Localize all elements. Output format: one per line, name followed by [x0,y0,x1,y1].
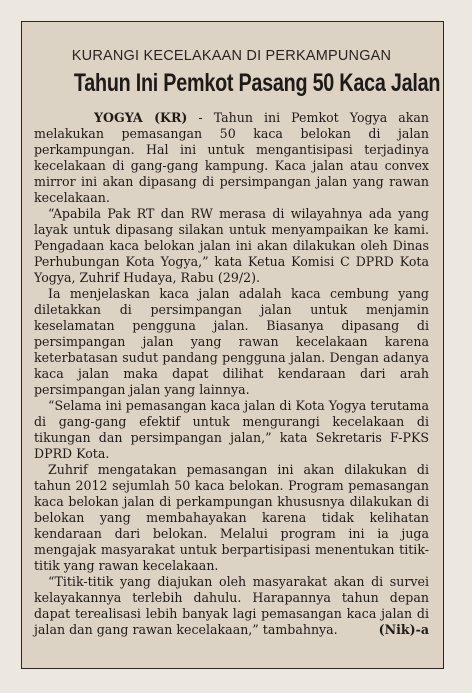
dateline: YOGYA (KR) [94,110,188,125]
paragraph-4: “Selama ini pemasangan kaca jalan di Kota Yogya terutama di gang-gang efektif untuk mengurangi kecelakaan di tikungan dan persimpangan jalan,” kata Sekretaris F-PKS DPRD Kota. [34,398,429,461]
newspaper-clipping [21,21,444,669]
paragraph-1-text: - Tahun ini Pemkot Yogya akan melakukan pemasangan 50 kaca belokan di jalan perkampungan. Hal ini untuk mengantisipasi terjadinya kecelakaan di gang-gang kampung. Kaca jalan atau convex mirror ini akan dipasang di persimpangan jalan yang rawan kecelakaan. [34,110,429,205]
paragraph-5: Zuhrif mengatakan pemasangan ini akan dilakukan di tahun 2012 sejumlah 50 kaca belokan. Program pemasangan kaca belokan jalan di perkampungan khususnya dilakukan di belokan yang membahayakan karena tidak kelihatan kendaraan dari belokan. Melalui program ini ia juga mengajak masyarakat untuk berpartisipasi menentukan titik-titik yang rawan kecelakaan. [34,462,429,573]
byline: (Nik)-a [378,622,429,637]
paragraph-2: “Apabila Pak RT dan RW merasa di wilayahnya ada yang layak untuk dipasang silakan untuk menyampaikan ke kami. Pengadaan kaca belokan jalan ini akan dilakukan oleh Dinas Perhubungan Kota Yogya,” kata Ketua Komisi C DPRD Kota Yogya, Zuhrif Hudaya, Rabu (29/2). [34,206,429,285]
article-body [34,110,429,638]
paragraph-6 [34,574,429,638]
paragraph-6-text: “Titik-titik yang diajukan oleh masyarakat akan di survei kelayakannya terlebih dahulu. Harapannya tahun depan dapat terealisasi lebih banyak lagi pemasangan kaca jalan di jalan dan gang rawan kecelakaan,” tambahnya. [34,574,429,637]
paragraph-3: Ia menjelaskan kaca jalan adalah kaca cembung yang diletakkan di persimpangan jalan untuk menjamin keselamatan pengguna jalan. Biasanya dipasang di persimpangan jalan yang rawan kecelakaan karena keterbatasan sudut pandang pengguna jalan. Dengan adanya kaca jalan maka dapat dilihat kendaraan dari arah persimpangan jalan yang lainnya. [34,286,429,397]
article-kicker: KURANGI KECELAKAAN DI PERKAMPUNGAN [71,48,392,64]
paragraph-1 [34,110,429,206]
article [32,40,441,658]
article-headline: Tahun Ini Pemkot Pasang 50 Kaca Jalan [73,69,441,97]
